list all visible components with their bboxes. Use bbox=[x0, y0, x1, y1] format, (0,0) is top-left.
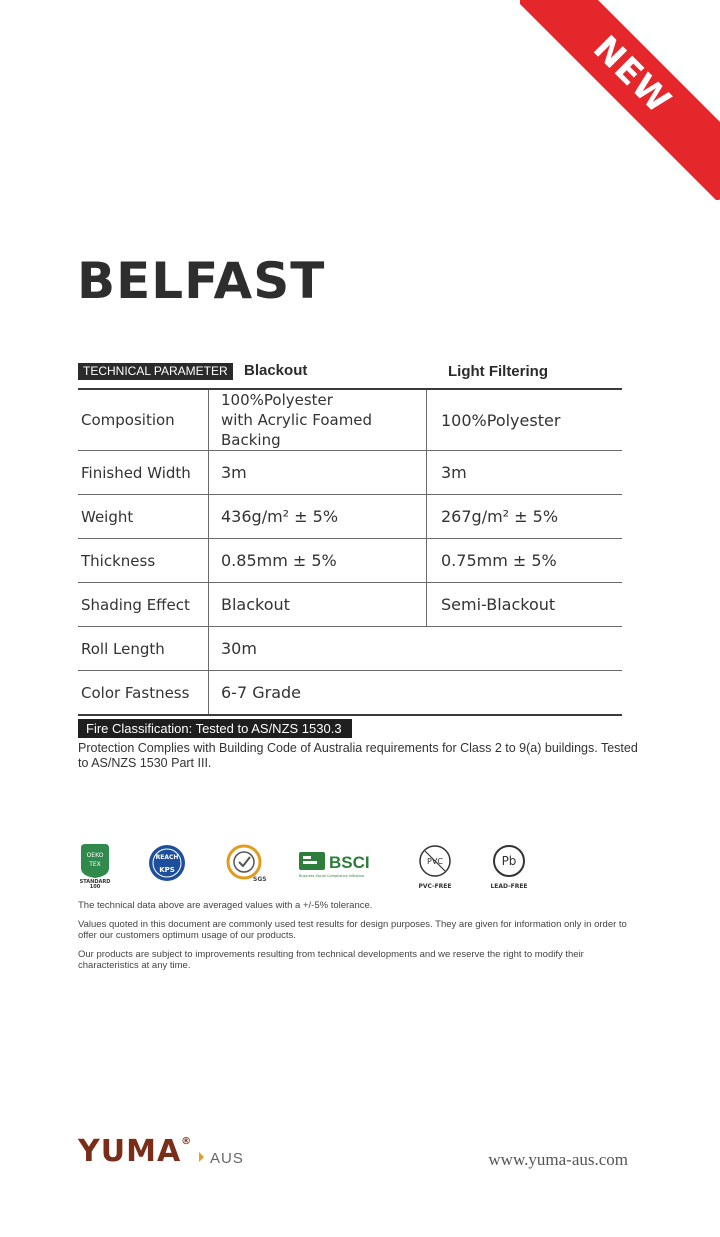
certification-logos bbox=[78, 842, 548, 892]
blackout-value bbox=[209, 389, 427, 451]
lead-label: Pb bbox=[501, 854, 517, 868]
column-header-blackout: Blackout bbox=[244, 362, 308, 379]
light-value: 100%Polyester bbox=[427, 389, 623, 451]
website-link[interactable]: www.yuma-aus.com bbox=[488, 1150, 628, 1169]
bsci-sub: Business Social Compliance Initiative bbox=[299, 874, 365, 878]
oeko-top: OEKO bbox=[86, 852, 104, 859]
yuma-logo bbox=[78, 1134, 192, 1169]
new-ribbon-band bbox=[520, 0, 720, 200]
oeko-bottom2: 100 bbox=[89, 884, 101, 888]
light-value: Semi-Blackout bbox=[427, 583, 623, 627]
shared-value: 30m bbox=[209, 627, 623, 671]
oeko-bottom1: STANDARD bbox=[79, 879, 111, 885]
reach-logo bbox=[148, 844, 186, 887]
note-values: Values quoted in this document are commonly used test results for design purposes. They are given for information only in order to offer our customers optimum usage of our products. bbox=[78, 919, 627, 941]
table-row bbox=[78, 495, 622, 539]
oeko-mid: TEX bbox=[89, 861, 101, 868]
light-value: 0.75mm ± 5% bbox=[427, 539, 623, 583]
pvc-label: PVC bbox=[427, 857, 443, 866]
table-row bbox=[78, 539, 622, 583]
lead-caption: LEAD-FREE bbox=[490, 883, 528, 890]
table-row bbox=[78, 389, 622, 451]
technical-parameter-badge: TECHNICAL PARAMETER bbox=[78, 363, 233, 380]
blackout-value: 0.85mm ± 5% bbox=[209, 539, 427, 583]
row-label: Finished Width bbox=[78, 451, 209, 495]
blackout-value: 3m bbox=[209, 451, 427, 495]
row-label: Thickness bbox=[78, 539, 209, 583]
blackout-value: 436g/m² ± 5% bbox=[209, 495, 427, 539]
product-title: BELFAST bbox=[77, 252, 326, 310]
sgs-logo bbox=[226, 844, 266, 887]
row-label: Roll Length bbox=[78, 627, 209, 671]
table-row bbox=[78, 451, 622, 495]
brand-name: YUMA bbox=[78, 1134, 182, 1169]
light-value: 267g/m² ± 5% bbox=[427, 495, 623, 539]
disclaimer-notes bbox=[78, 900, 628, 979]
lead-free-logo bbox=[488, 844, 534, 895]
column-header-light-filtering: Light Filtering bbox=[448, 363, 548, 380]
table-row bbox=[78, 671, 622, 716]
row-label: Composition bbox=[78, 389, 209, 451]
new-ribbon-label: NEW bbox=[585, 28, 679, 122]
region-label: AUS bbox=[210, 1150, 244, 1167]
note-improvements: Our products are subject to improvements resulting from technical developments and we reserve the right to modify their characteristics at any time. bbox=[78, 949, 584, 971]
blackout-value-line1: 100%Polyester bbox=[221, 391, 333, 409]
bsci-logo bbox=[298, 850, 378, 885]
shared-value: 6-7 Grade bbox=[221, 683, 301, 702]
bsci-label: BSCI bbox=[329, 853, 370, 872]
table-row bbox=[78, 627, 622, 671]
table-row bbox=[78, 583, 622, 627]
triangle-arrow-icon bbox=[199, 1152, 204, 1162]
sgs-label: SGS bbox=[253, 876, 266, 882]
pvc-free-logo bbox=[416, 844, 458, 895]
reach-bottom: KPS bbox=[159, 866, 175, 874]
pvc-caption: PVC-FREE bbox=[418, 883, 452, 890]
registered-mark: ® bbox=[181, 1136, 193, 1147]
spec-table bbox=[78, 388, 622, 716]
oeko-tex-logo bbox=[78, 842, 112, 893]
blackout-value: Blackout bbox=[209, 583, 427, 627]
row-label: Shading Effect bbox=[78, 583, 209, 627]
new-ribbon bbox=[520, 0, 720, 200]
reach-top: REACH bbox=[155, 854, 179, 861]
fire-classification-badge: Fire Classification: Tested to AS/NZS 1530.3 bbox=[78, 719, 352, 738]
row-label: Weight bbox=[78, 495, 209, 539]
blackout-value-line2: with Acrylic Foamed Backing bbox=[221, 411, 373, 449]
row-label: Color Fastness bbox=[78, 671, 209, 716]
fire-classification-text: Protection Complies with Building Code of Australia requirements for Class 2 to 9(a) buildings. Tested to AS/NZS 1530 Part III. bbox=[78, 741, 638, 770]
light-value: 3m bbox=[427, 451, 623, 495]
note-tolerance: The technical data above are averaged values with a +/-5% tolerance. bbox=[78, 900, 373, 911]
